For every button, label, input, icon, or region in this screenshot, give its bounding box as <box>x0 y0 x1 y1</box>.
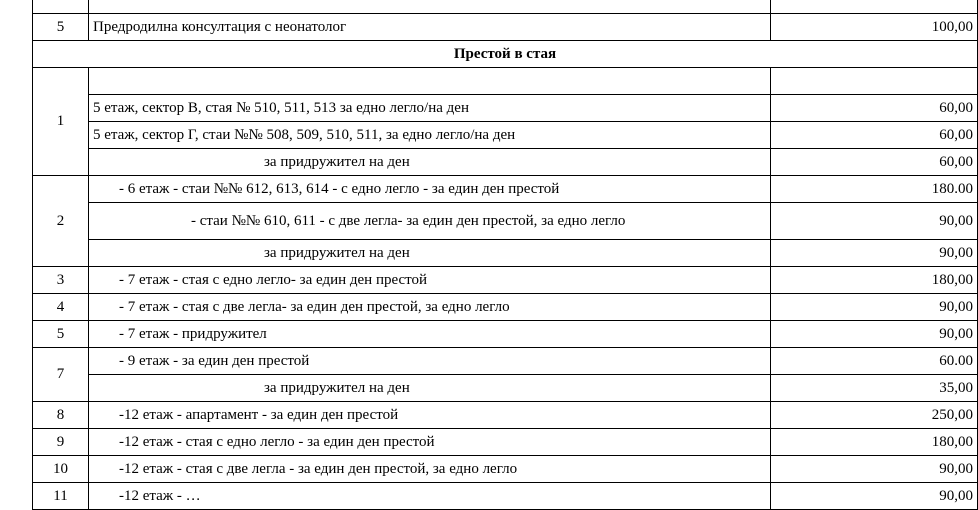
row-number-cell: 9 <box>33 429 89 456</box>
row-number-cell: 2 <box>33 176 89 267</box>
table-row <box>33 294 978 321</box>
row-number-cell: 5 <box>33 14 89 41</box>
table-row <box>33 402 978 429</box>
row-price-cell <box>771 68 978 95</box>
row-price-cell <box>771 0 978 14</box>
row-number-cell <box>33 0 89 14</box>
row-description-cell: -12 етаж - апартамент - за един ден престой <box>89 402 771 429</box>
table-row <box>33 375 978 402</box>
row-price-cell: 90,00 <box>771 456 978 483</box>
row-price-cell: 60.00 <box>771 348 978 375</box>
row-description-cell: - 7 етаж - придружител <box>89 321 771 348</box>
row-description-cell: 5 етаж, сектор В, стая № 510, 511, 513 за едно легло/на ден <box>89 95 771 122</box>
row-number-cell: 7 <box>33 348 89 402</box>
row-number-cell: 10 <box>33 456 89 483</box>
table-row <box>33 95 978 122</box>
row-price-cell: 180.00 <box>771 176 978 203</box>
row-description-cell: -12 етаж - стая с едно легло - за един ден престой <box>89 429 771 456</box>
row-number-cell: 3 <box>33 267 89 294</box>
row-price-cell: 90,00 <box>771 203 978 240</box>
row-price-cell: 250,00 <box>771 402 978 429</box>
table-row <box>33 429 978 456</box>
row-description-cell: за придружител на ден <box>89 375 771 402</box>
row-price-cell: 90,00 <box>771 294 978 321</box>
row-description-cell: за придружител на ден <box>89 149 771 176</box>
row-price-cell: 180,00 <box>771 267 978 294</box>
row-number-cell: 4 <box>33 294 89 321</box>
table-row <box>33 240 978 267</box>
section-title: Престой в стая <box>33 41 978 68</box>
row-number-cell: 8 <box>33 402 89 429</box>
row-description-cell: -12 етаж - … <box>89 483 771 510</box>
row-price-cell: 60,00 <box>771 122 978 149</box>
row-description-cell: -12 етаж - стая с две легла - за един ден престой, за едно легло <box>89 456 771 483</box>
price-list-sheet <box>32 0 977 510</box>
table-row <box>33 348 978 375</box>
row-price-cell: 90,00 <box>771 240 978 267</box>
table-row <box>33 14 978 41</box>
row-description-cell: - 9 етаж - за един ден престой <box>89 348 771 375</box>
row-price-cell: 100,00 <box>771 14 978 41</box>
row-price-cell: 180,00 <box>771 429 978 456</box>
price-table <box>32 0 978 510</box>
table-row <box>33 122 978 149</box>
row-description-cell <box>89 68 771 95</box>
row-price-cell: 35,00 <box>771 375 978 402</box>
table-row <box>33 149 978 176</box>
row-description-cell: - 6 етаж - стаи №№ 612, 613, 614 - с едно легло - за един ден престой <box>89 176 771 203</box>
table-row-partial-bottom <box>33 483 978 510</box>
row-description-cell: 5 етаж, сектор Г, стаи №№ 508, 509, 510, 511, за едно легло/на ден <box>89 122 771 149</box>
table-row <box>33 267 978 294</box>
row-number-cell: 5 <box>33 321 89 348</box>
table-row-partial-top <box>33 0 978 14</box>
row-description-cell: Предродилна консултация с неонатолог <box>89 14 771 41</box>
table-row <box>33 321 978 348</box>
table-row <box>33 203 978 240</box>
table-row <box>33 456 978 483</box>
table-row <box>33 68 978 95</box>
section-header-row <box>33 41 978 68</box>
row-price-cell: 60,00 <box>771 95 978 122</box>
row-description-cell: - стаи №№ 610, 611 - с две легла- за един ден престой, за едно легло <box>89 203 771 240</box>
row-number-cell: 11 <box>33 483 89 510</box>
row-description-cell: за придружител на ден <box>89 240 771 267</box>
row-price-cell: 90,00 <box>771 483 978 510</box>
row-number-cell: 1 <box>33 68 89 176</box>
row-price-cell: 90,00 <box>771 321 978 348</box>
row-description-cell: - 7 етаж - стая с едно легло- за един ден престой <box>89 267 771 294</box>
table-row <box>33 176 978 203</box>
row-description-cell: - 7 етаж - стая с две легла- за един ден престой, за едно легло <box>89 294 771 321</box>
row-description-cell <box>89 0 771 14</box>
row-price-cell: 60,00 <box>771 149 978 176</box>
